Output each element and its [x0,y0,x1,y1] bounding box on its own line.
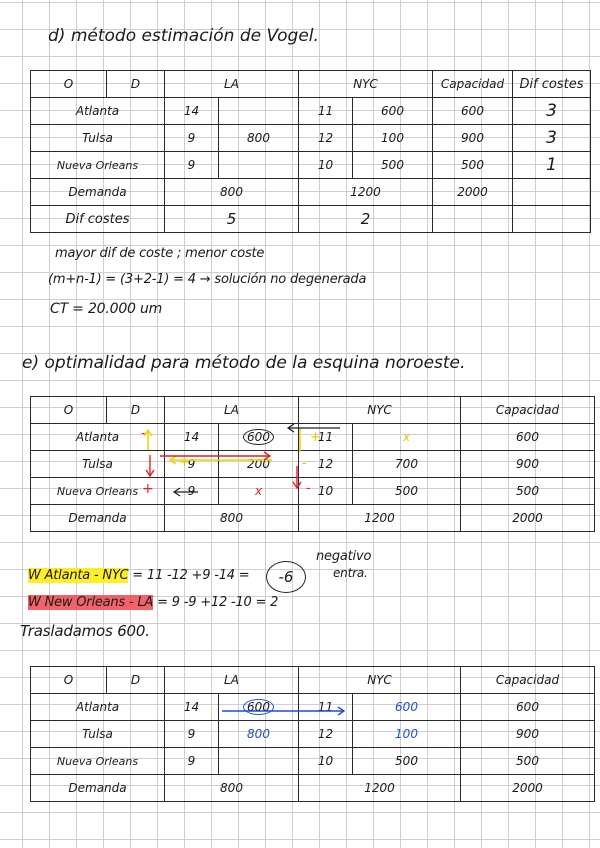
f-cost-tulsa-nyc: 12 [299,721,353,748]
e-capacity-no: 500 [461,478,595,505]
e-demand-la: 800 [165,505,299,532]
eq1-line [28,568,249,583]
dif-tulsa: 3 [513,125,591,152]
f-alloc-no-nyc: 500 [353,748,461,775]
f-demand-la: 800 [165,775,299,802]
e-origin-nueva-orleans: Nueva Orleans [31,478,165,505]
alloc-atlanta-la [219,98,299,125]
capacity-no: 500 [433,152,513,179]
eq1-expr: = 11 -12 +9 -14 = [132,568,250,583]
e-cost-tulsa-nyc: 12 [299,451,353,478]
f-demand-nyc: 1200 [299,775,461,802]
mark-minus-no-nyc: - [306,481,311,496]
e-cost-no-la: 9 [165,478,219,505]
f-cost-atlanta-la: 14 [165,694,219,721]
alloc-no-la [219,152,299,179]
difcostes-nyc: 2 [299,206,433,233]
f-origin-atlanta: Atlanta [31,694,165,721]
mark-minus-tulsa-nyc: - [302,456,307,471]
demand-nyc: 1200 [299,179,433,206]
f-capacity-no: 500 [461,748,595,775]
demand-total: 2000 [433,179,513,206]
improved-table [30,666,595,802]
difcostes-empty-1 [433,206,513,233]
dif-atlanta: 3 [513,98,591,125]
f-cost-atlanta-nyc: 11 [299,694,353,721]
f-header-la: LA [165,667,299,694]
f-cost-no-nyc: 10 [299,748,353,775]
header-destination: D [107,71,165,98]
capacity-tulsa: 900 [433,125,513,152]
e-demand-label: Demanda [31,505,165,532]
f-cost-tulsa-la: 9 [165,721,219,748]
difcostes-empty-2 [513,206,591,233]
eq1-result-circled: -6 [266,561,306,593]
f-header-capacity: Capacidad [461,667,595,694]
header-nyc: NYC [299,71,433,98]
f-alloc-no-la [219,748,299,775]
f-origin-tulsa: Tulsa [31,721,165,748]
e-demand-nyc: 1200 [299,505,461,532]
alloc-no-nyc: 500 [353,152,433,179]
demand-label: Demanda [31,179,165,206]
note-degenerate: (m+n-1) = (3+2-1) = 4 → solución no degenerada [48,272,367,287]
eq2-line [28,595,278,610]
mark-minus-atlanta-la: - [141,426,146,440]
f-capacity-tulsa: 900 [461,721,595,748]
mark-plus-tulsa-la: + [179,455,190,470]
e-header-origin: O [31,397,107,424]
alloc-tulsa-la: 800 [219,125,299,152]
note-ct: CT = 20.000 um [50,301,163,317]
cost-tulsa-nyc: 12 [299,125,353,152]
capacity-atlanta: 600 [433,98,513,125]
e-alloc-no-la [219,478,299,505]
e-demand-total: 2000 [461,505,595,532]
e-cost-atlanta-la: 14 [165,424,219,451]
cost-no-la: 9 [165,152,219,179]
origin-tulsa: Tulsa [31,125,165,152]
eq2-expr: = 9 -9 +12 -10 = 2 [157,595,279,610]
f-alloc-tulsa-nyc: 100 [353,721,461,748]
section-d-title: d) método estimación de Vogel. [48,26,319,46]
e-cost-atlanta-nyc: 11 [299,424,353,451]
f-demand-label: Demanda [31,775,165,802]
f-alloc-atlanta-la-circled: 600 [243,699,274,715]
eq1-note-1: negativo [316,549,372,564]
header-capacity: Capacidad [433,71,513,98]
eq1-label: W Atlanta - NYC [28,568,129,583]
e-capacity-atlanta: 600 [461,424,595,451]
e-header-nyc: NYC [299,397,461,424]
f-header-destination: D [107,667,165,694]
e-alloc-atlanta-la-circled: 600 [243,429,274,445]
e-origin-atlanta: Atlanta [31,424,165,451]
vogel-table [30,70,591,233]
f-cost-no-la: 9 [165,748,219,775]
e-alloc-no-nyc: 500 [353,478,461,505]
e-alloc-atlanta-la [219,424,299,451]
mark-plus-no-la: + [142,481,154,497]
e-mark-x-atlanta-nyc: x [402,430,411,444]
cost-tulsa-la: 9 [165,125,219,152]
eq1-note-2: entra. [333,566,368,580]
f-capacity-atlanta: 600 [461,694,595,721]
alloc-atlanta-nyc: 600 [353,98,433,125]
difcostes-la: 5 [165,206,299,233]
e-cost-no-nyc: 10 [299,478,353,505]
dif-no: 1 [513,152,591,179]
transfer-note: Trasladamos 600. [20,622,150,640]
origin-nueva-orleans: Nueva Orleans [31,152,165,179]
e-origin-tulsa: Tulsa [31,451,165,478]
demand-la: 800 [165,179,299,206]
f-header-nyc: NYC [299,667,461,694]
mark-plus-atlanta-nyc: + [310,430,321,445]
f-alloc-tulsa-la: 800 [219,721,299,748]
e-cost-tulsa-la: 9 [165,451,219,478]
eq2-label: W New Orleans - LA [28,595,154,610]
e-header-la: LA [165,397,299,424]
e-capacity-tulsa: 900 [461,451,595,478]
f-demand-total: 2000 [461,775,595,802]
e-header-capacity: Capacidad [461,397,595,424]
header-origin: O [31,71,107,98]
header-dif-costes: Dif costes [513,71,591,98]
alloc-tulsa-nyc: 100 [353,125,433,152]
e-mark-x-no-la: x [254,484,263,498]
origin-atlanta: Atlanta [31,98,165,125]
e-alloc-atlanta-nyc [353,424,461,451]
demand-empty [513,179,591,206]
northwest-table [30,396,595,532]
e-alloc-tulsa-la: 200 [219,451,299,478]
section-e-title: e) optimalidad para método de la esquina noroeste. [22,353,466,373]
f-alloc-atlanta-la [219,694,299,721]
f-alloc-atlanta-nyc: 600 [353,694,461,721]
header-la: LA [165,71,299,98]
cost-atlanta-nyc: 11 [299,98,353,125]
cost-no-nyc: 10 [299,152,353,179]
f-header-origin: O [31,667,107,694]
note-vogel-rule: mayor dif de coste ; menor coste [55,246,265,261]
e-alloc-tulsa-nyc: 700 [353,451,461,478]
e-header-destination: D [107,397,165,424]
f-origin-nueva-orleans: Nueva Orleans [31,748,165,775]
cost-atlanta-la: 14 [165,98,219,125]
difcostes-label: Dif costes [31,206,165,233]
